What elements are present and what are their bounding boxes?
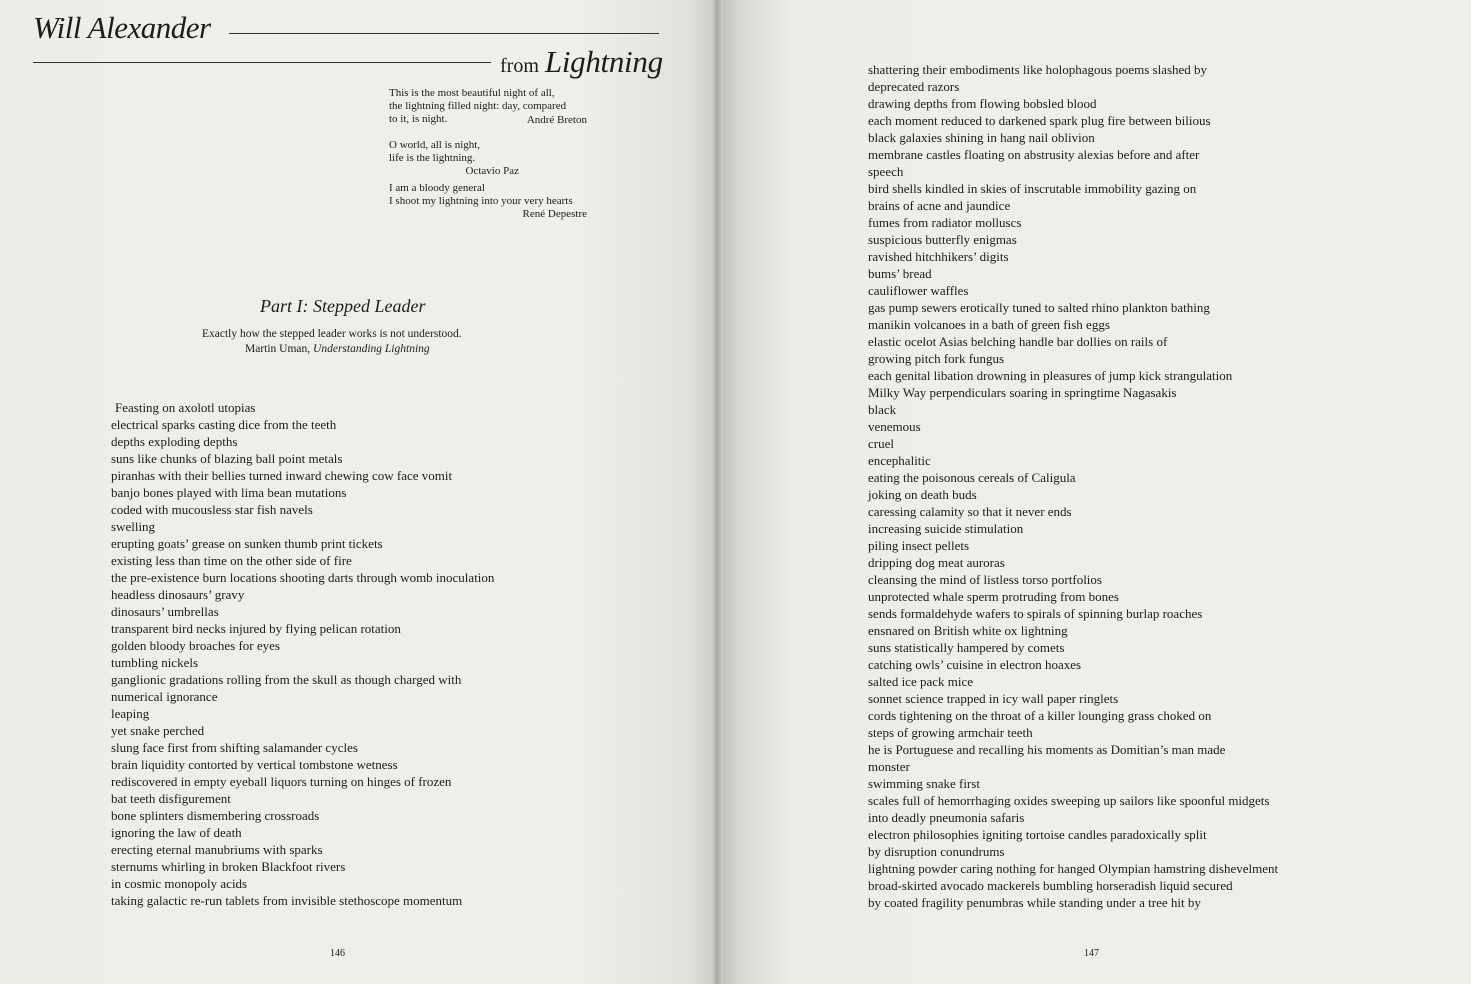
- poem-line: eating the poisonous cereals of Caligula: [868, 470, 1076, 485]
- poem-line: he is Portuguese and recalling his moments as Domitian’s man made: [868, 742, 1226, 757]
- poem-title: [500, 44, 663, 80]
- poem-line: piling insect pellets: [868, 538, 970, 553]
- epigraph-attribution: André Breton: [526, 114, 587, 126]
- poem-line: cauliflower waffles: [868, 283, 969, 298]
- epigraph-line: to it, is night.: [389, 113, 448, 125]
- poem-line: each moment reduced to darkened spark plug fire between bilious: [868, 113, 1211, 128]
- poem-line: cruel: [868, 436, 894, 451]
- poem-line: black galaxies shining in hang nail oblivion: [868, 130, 1095, 145]
- poem-line: erecting eternal manubriums with sparks: [111, 842, 323, 857]
- section-title: Part I: Stepped Leader: [260, 296, 426, 316]
- section-epigraph-book: Understanding Lightning: [313, 343, 430, 355]
- poem-line: elastic ocelot Asias belching handle bar dollies on rails of: [868, 334, 1168, 349]
- epigraph-line: I am a bloody general: [389, 182, 485, 194]
- poem-line: ravished hitchhikers’ digits: [868, 249, 1009, 264]
- poem-line: by disruption conundrums: [868, 844, 1005, 859]
- poem-line: suns like chunks of blazing ball point metals: [111, 451, 343, 466]
- poem-line: bat teeth disfigurement: [111, 791, 231, 806]
- epigraph-line: O world, all is night,: [389, 139, 481, 151]
- section-epigraph-text: Exactly how the stepped leader works is not understood.: [202, 328, 462, 340]
- poem-line: numerical ignorance: [111, 689, 218, 704]
- book-gutter: [711, 0, 723, 984]
- poem-line: in cosmic monopoly acids: [111, 876, 248, 891]
- poem-line: fumes from radiator molluscs: [868, 215, 1022, 230]
- left-page: [0, 0, 717, 984]
- epigraph-paz: [389, 139, 599, 178]
- poem-line: scales full of hemorrhaging oxides sweeping up sailors like spoonful midgets: [868, 793, 1270, 808]
- poem-line: electrical sparks casting dice from the teeth: [111, 417, 337, 432]
- author-name: Will Alexander: [33, 10, 211, 45]
- poem-line: the pre-existence burn locations shooting darts through womb inoculation: [111, 570, 495, 585]
- poem-line: Feasting on axolotl utopias: [115, 400, 256, 415]
- poem-line: joking on death buds: [868, 487, 977, 502]
- poem-line: into deadly pneumonia safaris: [868, 810, 1025, 825]
- epigraph-attribution: Octavio Paz: [465, 165, 519, 177]
- poem-line: golden bloody broaches for eyes: [111, 638, 280, 653]
- poem-line: steps of growing armchair teeth: [868, 725, 1033, 740]
- poem-line: piranhas with their bellies turned inward chewing cow face vomit: [111, 468, 453, 483]
- poem-line: ignoring the law of death: [111, 825, 242, 840]
- poem-line: unprotected whale sperm protruding from bones: [868, 589, 1119, 604]
- poem-line: monster: [868, 759, 910, 774]
- poem-line: salted ice pack mice: [868, 674, 974, 689]
- poem-line: sternums whirling in broken Blackfoot rivers: [111, 859, 346, 874]
- poem-line: speech: [868, 164, 904, 179]
- section-epigraph-author: Martin Uman,: [245, 343, 311, 355]
- poem-line: drawing depths from flowing bobsled blood: [868, 96, 1097, 111]
- poem-line: tumbling nickels: [111, 655, 199, 670]
- poem-right-column: [868, 61, 1278, 911]
- poem-line: membrane castles floating on abstrusity alexias before and after: [868, 147, 1200, 162]
- poem-line: venemous: [868, 419, 921, 434]
- poem-line: bums’ bread: [868, 266, 932, 281]
- poem-line: suns statistically hampered by comets: [868, 640, 1065, 655]
- poem-line: banjo bones played with lima bean mutations: [111, 485, 347, 500]
- poem-line: lightning powder caring nothing for hanged Olympian hamstring dishevelment: [868, 861, 1279, 876]
- poem-line: sonnet science trapped in icy wall paper ringlets: [868, 691, 1119, 706]
- epigraph-line: This is the most beautiful night of all,: [389, 87, 555, 99]
- poem-line: dripping dog meat auroras: [868, 555, 1005, 570]
- poem-line: headless dinosaurs’ gravy: [111, 587, 245, 602]
- poem-line: black: [868, 402, 897, 417]
- poem-line: slung face first from shifting salamander cycles: [111, 740, 358, 755]
- poem-line: existing less than time on the other side of fire: [111, 553, 352, 568]
- poem-line: by coated fragility penumbras while standing under a tree hit by: [868, 895, 1201, 910]
- poem-line: growing pitch fork fungus: [868, 351, 1005, 366]
- poem-line: erupting goats’ grease on sunken thumb print tickets: [111, 536, 383, 551]
- epigraph-line: life is the lightning.: [389, 152, 476, 164]
- poem-left-column: [111, 399, 494, 909]
- poem-line: dinosaurs’ umbrellas: [111, 604, 219, 619]
- poem-line: rediscovered in empty eyeball liquors turning on hinges of frozen: [111, 774, 452, 789]
- poem-line: brains of acne and jaundice: [868, 198, 1011, 213]
- poem-line: caressing calamity so that it never ends: [868, 504, 1072, 519]
- poem-line: encephalitic: [868, 453, 931, 468]
- poem-line: shattering their embodiments like holophagous poems slashed by: [868, 62, 1208, 77]
- poem-line: bone splinters dismembering crossroads: [111, 808, 320, 823]
- epigraph-attribution: René Depestre: [522, 208, 587, 220]
- header-rule-bottom: [33, 62, 491, 63]
- page-number-right: 147: [1084, 948, 1099, 959]
- header-rule-top: [229, 33, 659, 34]
- poem-line: transparent bird necks injured by flying pelican rotation: [111, 621, 401, 636]
- poem-line: yet snake perched: [111, 723, 205, 738]
- poem-line: sends formaldehyde wafers to spirals of spinning burlap roaches: [868, 606, 1203, 621]
- epigraph-breton: [389, 87, 599, 127]
- poem-line: ensnared on British white ox lightning: [868, 623, 1068, 638]
- poem-line: electron philosophies igniting tortoise candles paradoxically split: [868, 827, 1207, 842]
- poem-line: bird shells kindled in skies of inscrutable immobility gazing on: [868, 181, 1197, 196]
- poem-line: gas pump sewers erotically tuned to salted rhino plankton bathing: [868, 300, 1210, 315]
- epigraph-line: the lightning filled night: day, compared: [389, 100, 567, 112]
- section-epigraph-attribution: [202, 342, 492, 357]
- poem-line: cords tightening on the throat of a killer lounging grass choked on: [868, 708, 1212, 723]
- poem-line: coded with mucousless star fish navels: [111, 502, 313, 517]
- poem-line: broad-skirted avocado mackerels bumbling horseradish liquid secured: [868, 878, 1233, 893]
- poem-line: each genital libation drowning in pleasures of jump kick strangulation: [868, 368, 1233, 383]
- poem-line: deprecated razors: [868, 79, 960, 94]
- poem-line: swimming snake first: [868, 776, 980, 791]
- epigraph-line: I shoot my lightning into your very hearts: [389, 195, 573, 207]
- poem-line: brain liquidity contorted by vertical tombstone wetness: [111, 757, 398, 772]
- page-number-left: 146: [330, 948, 345, 959]
- poem-line: swelling: [111, 519, 156, 534]
- poem-line: leaping: [111, 706, 150, 721]
- poem-line: ganglionic gradations rolling from the skull as though charged with: [111, 672, 462, 687]
- poem-line: depths exploding depths: [111, 434, 238, 449]
- poem-line: suspicious butterfly enigmas: [868, 232, 1017, 247]
- epigraph-depestre: [389, 182, 599, 221]
- poem-line: cleansing the mind of listless torso portfolios: [868, 572, 1102, 587]
- title-word: Lightning: [544, 44, 663, 79]
- poem-line: increasing suicide stimulation: [868, 521, 1024, 536]
- from-word: from: [500, 55, 539, 77]
- poem-line: manikin volcanoes in a bath of green fish eggs: [868, 317, 1110, 332]
- poem-line: Milky Way perpendiculars soaring in springtime Nagasakis: [868, 385, 1177, 400]
- section-epigraph: [202, 327, 492, 357]
- poem-line: catching owls’ cuisine in electron hoaxes: [868, 657, 1082, 672]
- right-page: [717, 0, 1471, 984]
- poem-line: taking galactic re-run tablets from invisible stethoscope momentum: [111, 893, 463, 908]
